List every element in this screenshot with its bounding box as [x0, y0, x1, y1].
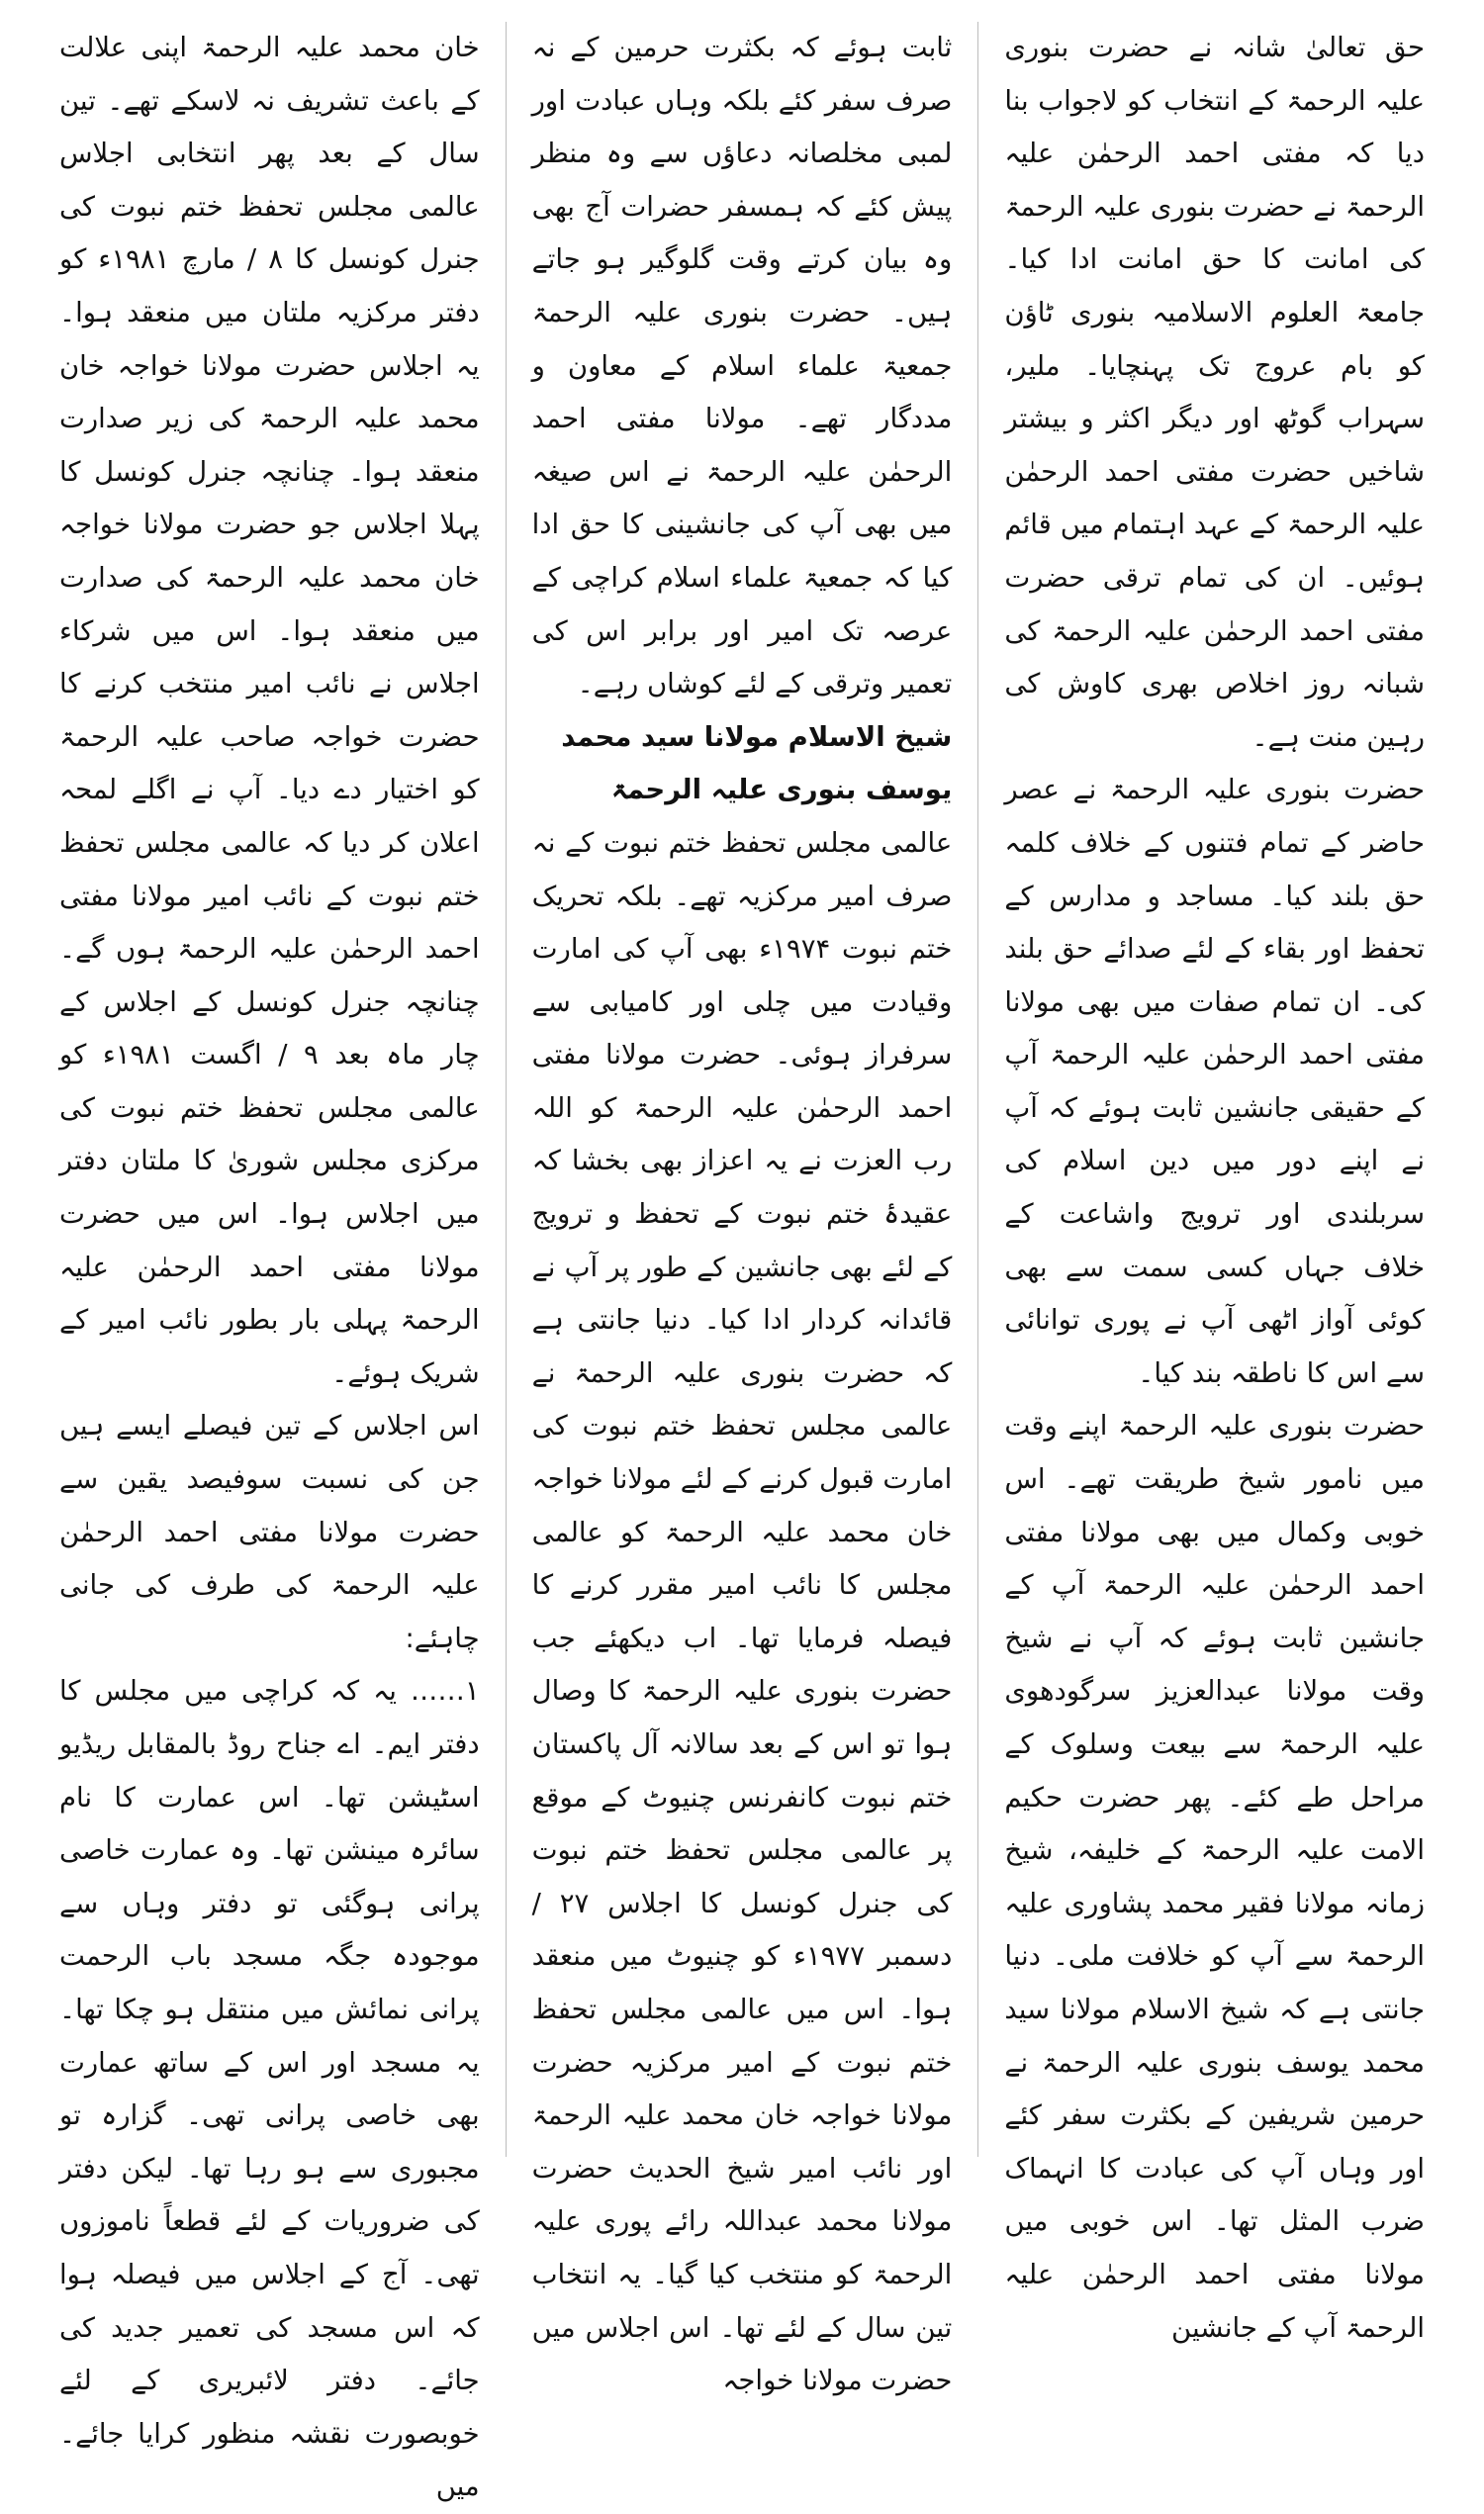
column-left: [34, 22, 507, 2503]
column-right: [978, 22, 1450, 2344]
section-heading: شیخ الاسلام مولانا سید محمد یوسف بنوری علیہ الرحمۃ: [561, 720, 953, 806]
paragraph: حق تعالیٰ شانہ نے حضرت بنوری علیہ الرحمۃ کے انتخاب کو لاجواب بنا دیا کہ مفتی احمد الرحمٰن علیہ الرحمۃ نے حضرت بنوری علیہ الرحمۃ کی امانت کا حق امانت ادا کیا۔ جامعۃ العلوم الاسلامیہ بنوری ٹاؤن کو بام عروج تک پہنچایا۔ ملیر، سہراب گوٹھ اور دیگر اکثر و بیشتر شاخیں حضرت مفتی احمد الرحمٰن علیہ الرحمۃ کے عہد اہتمام میں قائم ہوئیں۔ ان کی تمام ترقی حضرت مفتی احمد الرحمٰن علیہ الرحمۃ کی شبانہ روز اخلاص بھری کاوش کی رہین منت ہے۔: [1004, 32, 1425, 753]
paragraph: خان محمد علیہ الرحمۃ اپنی علالت کے باعث تشریف نہ لاسکے تھے۔ تین سال کے بعد پھر انتخابی اجلاس عالمی مجلس تحفظ ختم نبوت کی جنرل کونسل کا ۸ / مارچ ۱۹۸۱ء کو دفتر مرکزیہ ملتان میں منعقد ہوا۔ یہ اجلاس حضرت مولانا خواجہ خان محمد علیہ الرحمۃ کی زیر صدارت منعقد ہوا۔ چنانچہ جنرل کونسل کا پہلا اجلاس جو حضرت مولانا خواجہ خان محمد علیہ الرحمۃ کی صدارت میں منعقد ہوا۔ اس میں شرکاء اجلاس نے نائب امیر منتخب کرنے کا حضرت خواجہ صاحب علیہ الرحمۃ کو اختیار دے دیا۔ آپ نے اگلے لمحہ اعلان کر دیا کہ عالمی مجلس تحفظ ختم نبوت کے نائب امیر مولانا مفتی احمد الرحمٰن علیہ الرحمۃ ہوں گے۔ چنانچہ جنرل کونسل کے اجلاس کے چار ماہ بعد ۹ / اگست ۱۹۸۱ء کو عالمی مجلس تحفظ ختم نبوت کی مرکزی مجلس شوریٰ کا ملتان دفتر میں اجلاس ہوا۔ اس میں حضرت مولانا مفتی احمد الرحمٰن علیہ الرحمۃ پہلی بار بطور نائب امیر کے شریک ہوئے۔: [58, 32, 480, 1389]
paragraph: حضرت بنوری علیہ الرحمۃ اپنے وقت میں نامور شیخ طریقت تھے۔ اس خوبی وکمال میں بھی مولانا مفتی احمد الرحمٰن علیہ الرحمۃ آپ کے جانشین ثابت ہوئے کہ آپ نے شیخ وقت مولانا عبدالعزیز سرگودھوی علیہ الرحمۃ سے بیعت وسلوک کے مراحل طے کئے۔ پھر حضرت حکیم الامت علیہ الرحمۃ کے خلیفہ، شیخ زمانہ مولانا فقیر محمد پشاوری علیہ الرحمۃ سے آپ کو خلافت ملی۔ دنیا جانتی ہے کہ شیخ الاسلام مولانا سید محمد یوسف بنوری علیہ الرحمۃ نے حرمین شریفین کے بکثرت سفر کئے اور وہاں آپ کی عبادت کا انہماک ضرب المثل تھا۔ اس خوبی میں مولانا مفتی احمد الرحمٰن علیہ الرحمۃ آپ کے جانشین: [1004, 1410, 1425, 2344]
paragraph: عالمی مجلس تحفظ ختم نبوت کے نہ صرف امیر مرکزیہ تھے۔ بلکہ تحریک ختم نبوت ۱۹۷۴ء بھی آپ کی امارت وقیادت میں چلی اور کامیابی سے سرفراز ہوئی۔ حضرت مولانا مفتی احمد الرحمٰن علیہ الرحمۃ کو اللہ رب العزت نے یہ اعزاز بھی بخشا کہ عقیدۂ ختم نبوت کے تحفظ و ترویج کے لئے بھی جانشین کے طور پر آپ نے قائدانہ کردار ادا کیا۔ دنیا جانتی ہے کہ حضرت بنوری علیہ الرحمۃ نے عالمی مجلس تحفظ ختم نبوت کی امارت قبول کرنے کے لئے مولانا خواجہ خان محمد علیہ الرحمۃ کو عالمی مجلس کا نائب امیر مقرر کرنے کا فیصلہ فرمایا تھا۔ اب دیکھئے جب حضرت بنوری علیہ الرحمۃ کا وصال ہوا تو اس کے بعد سالانہ آل پاکستان ختم نبوت کانفرنس چنیوٹ کے موقع پر عالمی مجلس تحفظ ختم نبوت کی جنرل کونسل کا اجلاس ۲۷ / دسمبر ۱۹۷۷ء کو چنیوٹ میں منعقد ہوا۔ اس میں عالمی مجلس تحفظ ختم نبوت کے امیر مرکزیہ حضرت مولانا خواجہ خان محمد علیہ الرحمۃ اور نائب امیر شیخ الحدیث حضرت مولانا محمد عبداللہ رائے پوری علیہ الرحمۃ کو منتخب کیا گیا۔ یہ انتخاب تین سال کے لئے تھا۔ اس اجلاس میں حضرت مولانا خواجہ: [531, 826, 953, 2397]
paragraph: حضرت بنوری علیہ الرحمۃ نے عصر حاضر کے تمام فتنوں کے خلاف کلمہ حق بلند کیا۔ مساجد و مدارس کے تحفظ اور بقاء کے لئے صدائے حق بلند کی۔ ان تمام صفات میں بھی مولانا مفتی احمد الرحمٰن علیہ الرحمۃ آپ کے حقیقی جانشین ثابت ہوئے کہ آپ نے اپنے دور میں دین اسلام کی سربلندی اور ترویج واشاعت کے خلاف جہاں کسی سمت سے بھی کوئی آواز اٹھی آپ نے پوری توانائی سے اس کا ناطقہ بند کیا۔: [1004, 774, 1425, 1389]
paragraph: ثابت ہوئے کہ بکثرت حرمین کے نہ صرف سفر کئے بلکہ وہاں عبادت اور لمبی مخلصانہ دعاؤں سے وہ منظر پیش کئے کہ ہمسفر حضرات آج بھی وہ بیان کرتے وقت گلوگیر ہو جاتے ہیں۔ حضرت بنوری علیہ الرحمۃ جمعیۃ علماء اسلام کے معاون و مددگار تھے۔ مولانا مفتی احمد الرحمٰن علیہ الرحمۃ نے اس صیغہ میں بھی آپ کی جانشینی کا حق ادا کیا کہ جمعیۃ علماء اسلام کراچی کے عرصہ تک امیر اور برابر اس کی تعمیر وترقی کے لئے کوشاں رہے۔: [531, 32, 953, 700]
paragraph: اس اجلاس کے تین فیصلے ایسے ہیں جن کی نسبت سوفیصد یقین سے حضرت مولانا مفتی احمد الرحمٰن علیہ الرحمۃ کی طرف کی جانی چاہئے:: [58, 1410, 480, 1654]
paragraph: ۱…… یہ کہ کراچی میں مجلس کا دفتر ایم۔ اے جناح روڈ بالمقابل ریڈیو اسٹیشن تھا۔ اس عمارت کا نام سائرہ مینشن تھا۔ وہ عمارت خاصی پرانی ہوگئی تو دفتر وہاں سے موجودہ جگہ مسجد باب الرحمت پرانی نمائش میں منتقل ہو چکا تھا۔ یہ مسجد اور اس کے ساتھ عمارت بھی خاصی پرانی تھی۔ گزارہ تو مجبوری سے ہو رہا تھا۔ لیکن دفتر کی ضروریات کے لئے قطعاً ناموزوں تھی۔ آج کے اجلاس میں فیصلہ ہوا کہ اس مسجد کی تعمیر جدید کی جائے۔ دفتر لائبریری کے لئے خوبصورت نقشہ منظور کرایا جائے۔ میں: [58, 1675, 480, 2503]
column-middle: [507, 22, 979, 2397]
